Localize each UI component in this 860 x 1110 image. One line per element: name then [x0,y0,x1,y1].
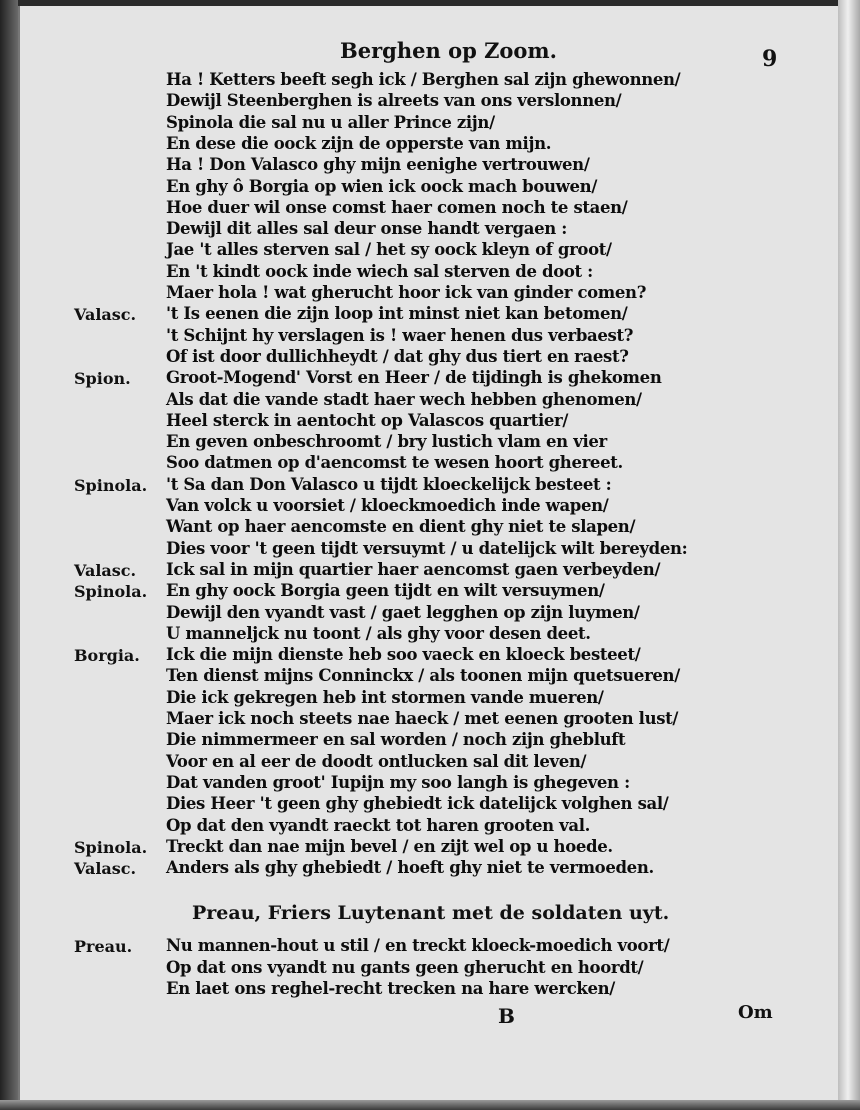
verse-line [20,666,848,687]
verse-line [20,837,848,858]
speaker-label: Valasc. [74,859,137,879]
verse-text: Want op haer aencomste en dient ghy niet te slapen/ [166,517,636,537]
verse-text: Of ist door dullichheydt / dat ghy dus tiert en raest? [166,346,629,366]
verse-text: Ick sal in mijn quartier haer aencomst gaen verbeyden/ [166,559,661,579]
verse-text: U manneljck nu toont / als ghy voor desen deet. [166,623,591,643]
verse-line [20,581,848,602]
verse-text: Ick die mijn dienste heb soo vaeck en kloeck besteet/ [166,645,641,665]
verse-line [20,688,848,709]
verse-text: Dat vanden groot' Iupijn my soo langh is ghegeven : [166,772,630,792]
page-edge [838,0,860,1110]
verse-line [20,603,848,624]
book-bottom-edge [0,1100,860,1110]
verse-text: Dewijl den vyandt vast / gaet legghen op zijn luymen/ [166,602,640,622]
verse-line [20,155,848,176]
verse-line [20,198,848,219]
verse-line [20,936,848,957]
speaker-label: Spion. [74,369,131,389]
verse-text: Dewijl dit alles sal deur onse handt vergaen : [166,219,568,239]
speaker-label: Preau. [74,937,133,956]
book-gutter-shadow [0,0,18,1110]
verse-text: Jae 't alles sterven sal / het sy oock kleyn of groot/ [166,240,612,260]
verse-text: Die ick gekregen heb int stormen vande mueren/ [166,687,604,707]
verse-text: 't Sa dan Don Valasco u tijdt kloeckelijck besteet : [166,474,612,494]
verse-line [20,262,848,283]
verse-text: Treckt dan nae mijn bevel / en zijt wel op u hoede. [166,836,613,856]
verse-line [20,390,848,411]
verse-line [20,432,848,453]
verse-text: 't Schijnt hy verslagen is ! waer henen dus verbaest? [166,325,634,345]
verse-line [20,624,848,645]
running-head: Berghen op Zoom. [340,38,557,63]
verse-text: Soo datmen op d'aencomst te wesen hoort ghereet. [166,453,623,473]
verse-line [20,773,848,794]
verse-line [20,730,848,751]
verse-line [20,794,848,815]
verse-text: Ha ! Don Valasco ghy mijn eenighe vertrouwen/ [166,155,590,175]
page-number: 9 [762,46,778,72]
verse-line [20,475,848,496]
verse-line [20,177,848,198]
speaker-label: Spinola. [74,837,148,857]
verse-line [20,134,848,155]
verse-line [20,70,848,91]
verse-line [20,411,848,432]
verse-text: Dewijl Steenberghen is alreets van ons verslonnen/ [166,91,622,111]
verse-line [20,113,848,134]
verse-text: En dese die oock zijn de opperste van mijn. [166,133,552,153]
verse-line [20,91,848,112]
speaker-label: Valasc. [74,305,137,325]
verse-line [20,752,848,773]
verse-line [20,304,848,325]
verse-text: Die nimmermeer en sal worden / noch zijn ghebluft [166,730,626,750]
verse-line [20,816,848,837]
verse-line [20,453,848,474]
verse-text: Dies Heer 't geen ghy ghebiedt ick datelijck volghen sal/ [166,794,669,814]
verse-text: Op dat ons vyandt nu gants geen gherucht en hoordt/ [166,957,644,977]
verse-text: En ghy oock Borgia geen tijdt en wilt versuymen/ [166,581,605,601]
verse-text: Maer ick noch steets nae haeck / met eenen grooten lust/ [166,709,679,728]
verse-text: Voor en al eer de doodt ontlucken sal dit leven/ [166,751,587,771]
speaker-label: Valasc. [74,560,137,580]
verse-text: En ghy ô Borgia op wien ick oock mach bouwen/ [166,176,597,196]
verse-text: Van volck u voorsiet / kloeckmoedich inde wapen/ [166,496,609,515]
stage-direction: Preau, Friers Luytenant met de soldaten uyt. [192,902,670,924]
book-page [18,6,848,1106]
verse-line [20,283,848,304]
verse-text: Spinola die sal nu u aller Prince zijn/ [166,112,495,132]
verse-text: Ten dienst mijns Conninckx / als toonen mijn quetsueren/ [166,666,680,686]
verse-text: Ha ! Ketters beeft segh ick / Berghen sal zijn ghewonnen/ [166,70,681,89]
verse-line [20,496,848,517]
catchword: Om [738,1002,773,1023]
verse-text: Dies voor 't geen tijdt versuymt / u datelijck wilt bereyden: [166,538,688,558]
verse-line [20,560,848,581]
verse-line [20,326,848,347]
verse-text: Maer hola ! wat gherucht hoor ick van ginder comen? [166,283,647,302]
verse-text: Groot-Mogend' Vorst en Heer / de tijdingh is ghekomen [166,368,662,388]
verse-line [20,219,848,240]
verse-line [20,517,848,538]
verse-text: 't Is eenen die zijn loop int minst niet kan betomen/ [166,304,628,324]
signature-mark: B [498,1004,515,1028]
verse-line [20,958,848,979]
verse-text: Heel sterck in aentocht op Valascos quartier/ [166,410,569,430]
verse-line [20,709,848,730]
verse-line [20,539,848,560]
speaker-label: Spinola. [74,475,148,495]
verse-line [20,979,848,1000]
speaker-label: Borgia. [74,646,140,666]
verse-text: Hoe duer wil onse comst haer comen noch te staen/ [166,197,628,217]
speaker-label: Spinola. [74,582,148,602]
verse-text: Op dat den vyandt raeckt tot haren grooten val. [166,815,591,835]
verse-line [20,240,848,261]
verse-text: Als dat die vande stadt haer wech hebben ghenomen/ [166,389,642,409]
verse-line [20,368,848,389]
verse-line [20,645,848,666]
verse-text: Anders als ghy ghebiedt / hoeft ghy niet te vermoeden. [166,858,654,878]
verse-text: En laet ons reghel-recht trecken na hare wercken/ [166,979,615,998]
verse-text: En geven onbeschroomt / bry lustich vlam en vier [166,432,607,452]
verse-line [20,347,848,368]
verse-text: En 't kindt oock inde wiech sal sterven de doot : [166,261,593,281]
verse-line [20,858,848,879]
verse-text: Nu mannen-hout u stil / en treckt kloeck-moedich voort/ [166,936,670,955]
